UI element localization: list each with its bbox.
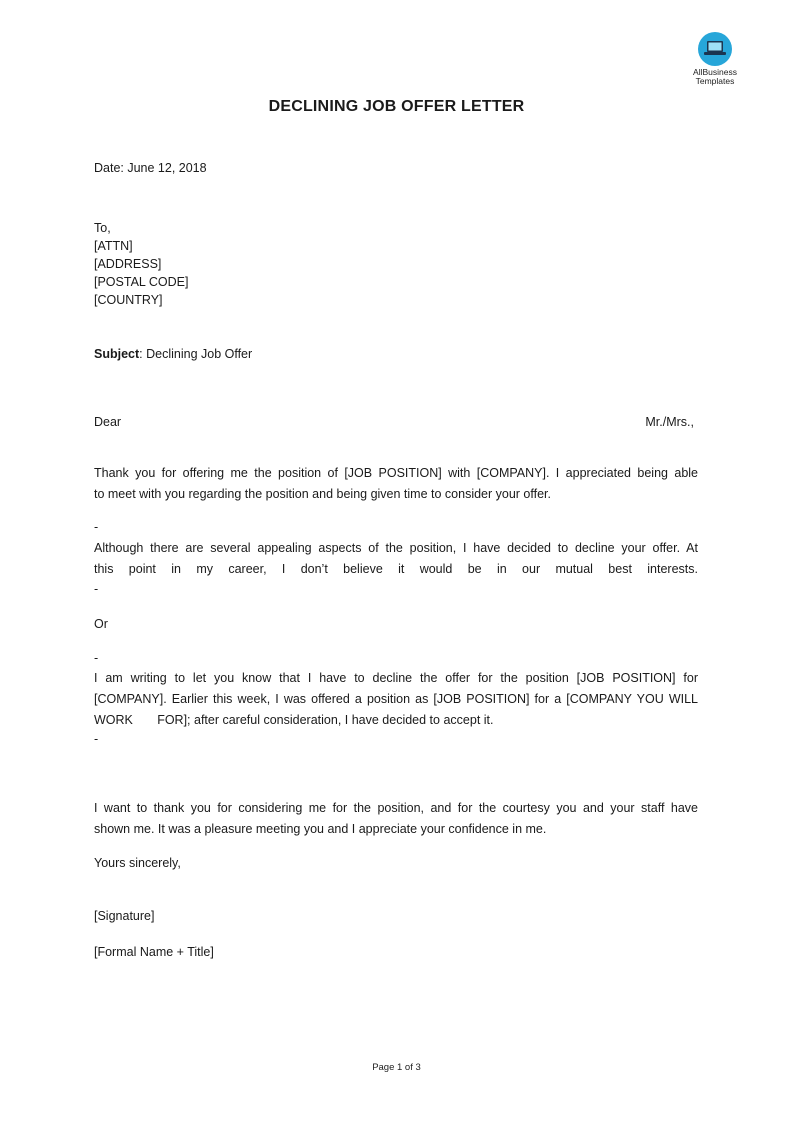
salutation <box>94 413 698 431</box>
recipient-postal-code: [POSTAL CODE] <box>94 275 189 289</box>
recipient-to: To, <box>94 221 111 235</box>
paragraph-line: WORK FOR]; after careful consideration, I have decided to accept it. <box>94 713 494 727</box>
paragraph-line: I am writing to let you know that I have to decline the offer for the position [JOB POSITION] for <box>94 671 698 685</box>
brand-logo <box>688 32 742 86</box>
paragraph-line: to meet with you regarding the position and being given time to consider your offer. <box>94 487 551 501</box>
closing-name-title: [Formal Name + Title] <box>94 945 214 959</box>
paragraph-line: Although there are several appealing aspects of the position, I have decided to decline your offer. At <box>94 541 698 555</box>
letter-date: Date: June 12, 2018 <box>94 161 207 175</box>
paragraph-line: [COMPANY]. Earlier this week, I was offered a position as [JOB POSITION] for a [COMPANY YOU WILL <box>94 692 698 706</box>
subject-text: : Declining Job Offer <box>139 347 253 361</box>
salutation-dear: Dear <box>94 415 122 429</box>
recipient-address: [ADDRESS] <box>94 257 162 271</box>
letter-title: DECLINING JOB OFFER LETTER <box>268 98 525 115</box>
dash-separator: - <box>94 520 99 534</box>
laptop-icon <box>698 32 732 66</box>
paragraph-line: I want to thank you for considering me for the position, and for the courtesy you and your staff have <box>94 801 698 815</box>
or-separator: Or <box>94 617 108 631</box>
dash-separator: - <box>94 732 99 746</box>
dash-separator: - <box>94 582 99 596</box>
paragraph-line: Thank you for offering me the position of [JOB POSITION] with [COMPANY]. I appreciated being able <box>94 466 698 480</box>
dash-separator: - <box>94 651 99 665</box>
page-footer: Page 1 of 3 <box>372 1062 421 1073</box>
subject-label: Subject <box>94 347 140 361</box>
closing-sincerely: Yours sincerely, <box>94 856 181 870</box>
subject-line <box>94 345 252 363</box>
paragraph-line: this point in my career, I don’t believe it would be in our mutual best interests. <box>94 562 698 576</box>
salutation-title: Mr./Mrs., <box>645 415 694 429</box>
closing-signature: [Signature] <box>94 909 155 923</box>
recipient-attn: [ATTN] <box>94 239 133 253</box>
recipient-country: [COUNTRY] <box>94 293 163 307</box>
brand-line-2: Templates <box>695 76 735 86</box>
brand-line-1: AllBusiness <box>693 67 737 77</box>
paragraph-line: shown me. It was a pleasure meeting you and I appreciate your confidence in me. <box>94 822 547 836</box>
